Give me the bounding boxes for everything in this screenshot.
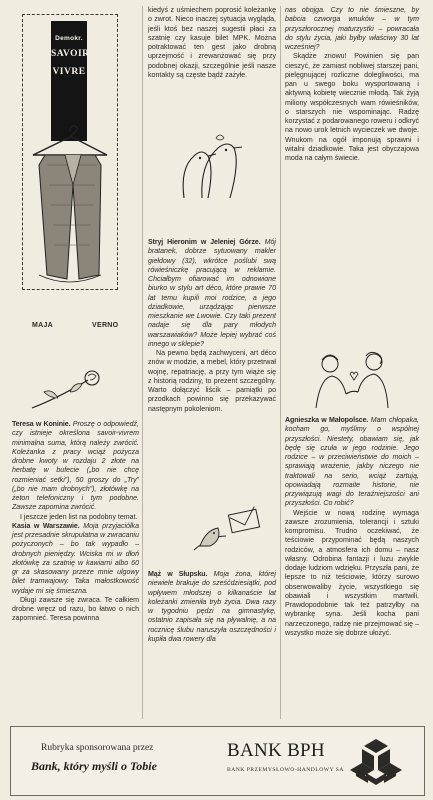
answer-text-3a: Skądże znowu! Powinien się pan cieszyć, że zamiast nobliwej starszej pani, pielęgnującej rozliczne dolegliwości, ma pan u swego boku wysportowaną i aktywną kobietę wiecznie młodą. Tak żyją miliony współczesnych wam rówieśników, o starszych nie wspominając. Radzę korzystać z podarowanego roweru i odkryć na nowo urok letnich wycieczek we dwoje. Wnukom na ogół imponują sprawni i witalni dziadkowie. Taka jest obyczajowa moda na całym świecie. xyxy=(285,53,419,162)
logo-line2: SAVOIR xyxy=(51,49,90,59)
letter-heading-hieronim: Stryj Hieronim w Jeleniej Górze. xyxy=(148,239,261,246)
bank-logo-icon xyxy=(347,737,405,787)
bank-full-name: BANK PRZEMYSŁOWO-HANDLOWY SA xyxy=(227,767,344,773)
letter-text-maz-cont: nas obojga. Czy to nie śmieszne, by babcia czworga wnuków – w tym przyszłorocznej maturzystki – powracała do stylu życia, jaki byłby właściwy 30 lat wcześniej? xyxy=(285,7,419,51)
answer-text-2b: Na pewno będą zachwyceni, art déco znów w modzie, a mebel, który przetrwał wojnę, repatriację, a przy tym wiąże się z historią rodziny, to prezent szczególny. Warto dołączyć liścik – pamiątki po przodkach powinno się przekazywać następnym pokoleniom. xyxy=(148,350,276,413)
column-2-text-top xyxy=(148,6,276,80)
savoir-vivre-logo xyxy=(51,21,90,141)
author-last-name: VERNO xyxy=(92,322,119,329)
answer-text-1a: I jeszcze jeden list na podobny temat. xyxy=(20,513,138,521)
letter-text-teresa: Proszę o odpowiedź, czy istnieje określona savoir-vivrem minimalna suma, którą należy zwrócić. Koleżanka z pracy wciąż pożycza drobne kwoty w rozdaju 2 złote na herbatę w bufecie („bo nie chcę rozmieniać setki”), 50 groszy do „Try” („bo nie mam drobnych”), złotówkę na żeton telefoniczny i tym podobne. Zawsze zapomina zwrócić. xyxy=(12,421,139,512)
logo-line1: Demokr. xyxy=(55,35,83,42)
column-divider xyxy=(142,6,143,719)
author-first-name: MAJA xyxy=(32,322,54,329)
letter-heading-agnieszka: Agnieszka w Małopolsce. xyxy=(285,417,369,424)
column-2-text-mid xyxy=(148,238,276,414)
couple-icon xyxy=(302,348,402,410)
savoir-vivre-logo-frame xyxy=(22,14,118,290)
answer-text-3b: Wejście w nową rodzinę wymaga zawsze zrozumienia, tolerancji i sztuki kompromisu. Trudno oczekiwać, że teściowie przypominać będą naszych rodziców, a atmosfera ich domu – nasz własny. Odrobina fantazji i luzu zwykle dodaje ludziom wdzięku. Przyszła pani, że łepsze to niż teściowie, którzy surowo obserwowaliby życie, wszystkiego się obawiali i wszystkim martwili. Prawdopodobnie tak też patrzyłby na wybrankę syna. Jeśli kocha pani narzeczonego, radzę nie przejmować się – wszystko może się dobrze ułożyć. xyxy=(285,509,419,637)
column-3-text-bottom xyxy=(285,416,419,638)
sponsor-slogan: Bank, który myśli o Tobie xyxy=(31,759,157,773)
answer-text-1b: Długi zawsze się zwraca. Te całkiem drobne wręcz od razu, bo łatwo o nich zapomnieć. Teresa powinna xyxy=(12,596,139,623)
letter-text-hieronim: Mój bratanek, dobrze sytuowany makler giełdowy (32), wkrótce poślubi swą rówieśniczkę pracującą w reklamie. Chciałbym ofiarować im odnowione biurko w stylu art déco, które prawie 70 lat temu kupili moi rodzice, a jego dziadkowie, urządzając pierwsze mieszkanie we Lwowie. Czy taki prezent nadaje się dla pary młodych warszawiaków? Może lepiej wybrać coś innego w sklepie? xyxy=(148,239,276,348)
sponsor-banner xyxy=(10,726,425,796)
column-3-text-top xyxy=(285,6,419,163)
letter-heading-teresa: Teresa w Koninie. xyxy=(12,421,71,428)
column-2-text-bottom xyxy=(148,570,276,644)
logo-line3: VIVRE xyxy=(52,67,86,77)
letter-heading-kasia: Kasia w Warszawie. xyxy=(12,522,80,530)
column-1-text xyxy=(12,420,139,624)
bank-name: BANK BPH xyxy=(227,740,325,761)
letter-bird-icon xyxy=(190,506,264,556)
birds-icon xyxy=(178,128,250,200)
answer-text-2a: kiedyś z uśmiechem poprosić koleżankę o zwrot. Nieco inaczej sytuacja wygląda, jeśli ktoś bez naszej sugestii płaci za szatnię czy kasuje bilet MPK. Można potraktować ten gest jako drobną uprzejmość i zrewanżować się przy podobnej okazji, szczególnie jeśli nasze kontakty są częste bądź zażyłe. xyxy=(148,7,276,79)
hanger-icon xyxy=(27,125,113,287)
letter-text-agnieszka: Mam chłopaka, kocham go, myślimy o wspólnej przyszłości. Niestety, obawiam się, jak będę się czuła w jego rodzinie. Jego rodzice – w przeciwieństwie do moich – sprawiają wrażenie, jakby niczego nie traktowali na serio, wciąż żartują, opowiadają rozmaite historie, nie przywiązują wagi do teraźniejszości ani przyszłości. Co robić? xyxy=(285,417,419,508)
rose-icon xyxy=(28,368,106,412)
letter-text-kasia: Moja przyjaciółka jest przesadnie skrupulatna w zwracaniu pożyczonych – bo tak wypadło – drobnych pieniędzy. Wciska mi w dłoń złotówkę za szatnię w kawiarni albo 60 gr za skasowany przeze mnie ulgowy bilet tramwajowy. Taka małostkowość wydaje mi się śmieszna. xyxy=(12,522,139,595)
column-divider xyxy=(280,6,281,719)
letter-heading-maz: Mąż w Słupsku. xyxy=(148,571,208,578)
sponsor-rubric: Rubryka sponsorowana przez xyxy=(41,743,154,753)
letter-text-maz: Moja żona, której niewiele brakuje do sześćdziesiątki, pod wpływem młodszej o kilkanaście lat koleżanki zmieniła tryb życia. Dwa razy w tygodniu pędzi na gimnastykę, ostatnio zapisała się na pływalnię, a na rocznicę ślubu naruszyła oszczędności i kupiła dwa rowery dla xyxy=(148,571,276,643)
